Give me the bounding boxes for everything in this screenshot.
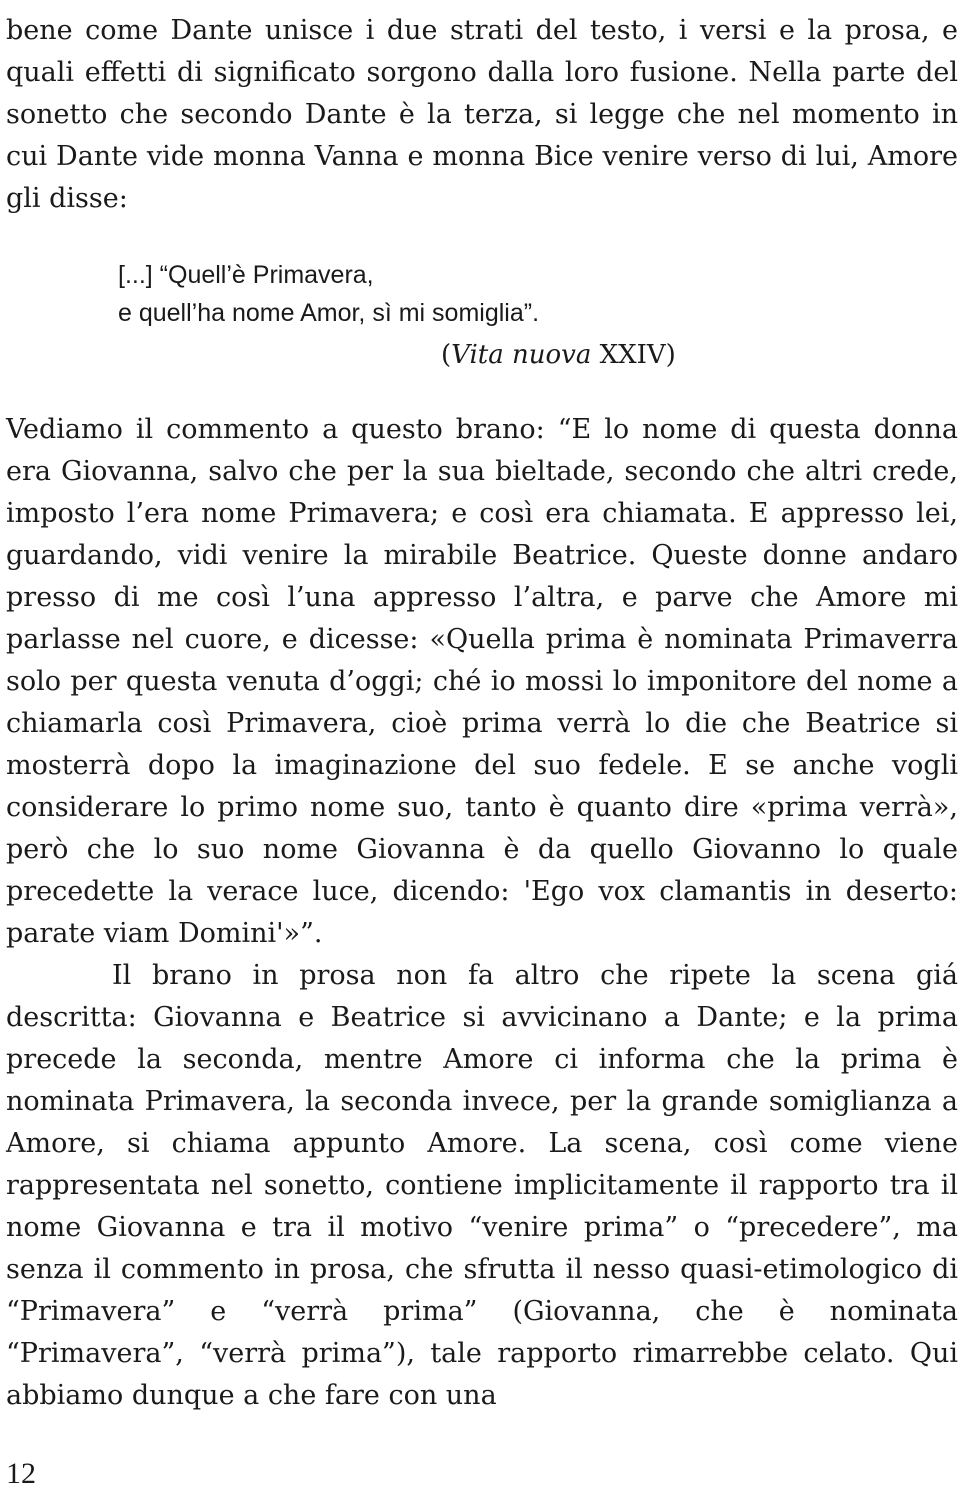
verse-quote — [118, 256, 958, 332]
page-body — [6, 0, 958, 1417]
paragraph-intro: bene come Dante unisce i due strati del testo, i versi e la prosa, e quali effetti di significato sorgono dalla loro fusione. Nella parte del sonetto che secondo Dante è la terza, si legge che nel momento in cui Dante vide monna Vanna e monna Bice venire verso di lui, Amore gli disse: — [6, 15, 958, 214]
paragraph-analysis: Il brano in prosa non fa altro che ripete la scena giá descritta: Giovanna e Beatrice si avvicinano a Dante; e la prima precede la seconda, mentre Amore ci informa che la prima è nominata Primavera, la seconda invece, per la grande somiglianza a Amore, si chiama appunto Amore. La scena, così come viene rappresentata nel sonetto, contiene implicitamente il rapporto tra il nome Giovanna e tra il motivo “venire prima” o “precedere”, ma senza il commento in prosa, che sfrutta il nesso quasi-etimologico di “Primavera” e “verrà prima” (Giovanna, che è nominata “Primavera”, “verrà prima”), tale rapporto rimarrebbe celato. Qui abbiamo dunque a che fare con una — [6, 960, 958, 1411]
page-number: 12 — [6, 1457, 36, 1490]
quote-source-title: Vita nuova — [451, 340, 592, 370]
quote-source — [441, 335, 958, 375]
verse-line-2: e quell’ha nome Amor, sì mi somiglia”. — [118, 299, 540, 327]
verse-line-1: [...] “Quell’è Primavera, — [118, 261, 374, 289]
quote-source-open: ( — [441, 340, 452, 370]
quote-source-ref: XXIV) — [591, 340, 676, 370]
paragraph-commentary: Vediamo il commento a questo brano: “E lo nome di questa donna era Giovanna, salvo che per la sua bieltade, secondo che altri crede, imposto l’era nome Primavera; e così era chiamata. E appresso lei, guardando, vidi venire la mirabile Beatrice. Queste donne andaro presso di me così l’una appresso l’altra, e parve che Amore mi parlasse nel cuore, e dicesse: «Quella prima è nominata Primaverra solo per questa venuta d’oggi; ché io mossi lo imponitore del nome a chiamarla così Primavera, cioè prima verrà lo die che Beatrice si mosterrà dopo la imaginazione del suo fedele. E se anche vogli considerare lo primo nome suo, tanto è quanto dire «prima verrà», però che lo suo nome Giovanna è da quello Giovanno lo quale precedette la verace luce, dicendo: 'Ego vox clamantis in deserto: parate viam Domini'»”. — [6, 414, 958, 949]
